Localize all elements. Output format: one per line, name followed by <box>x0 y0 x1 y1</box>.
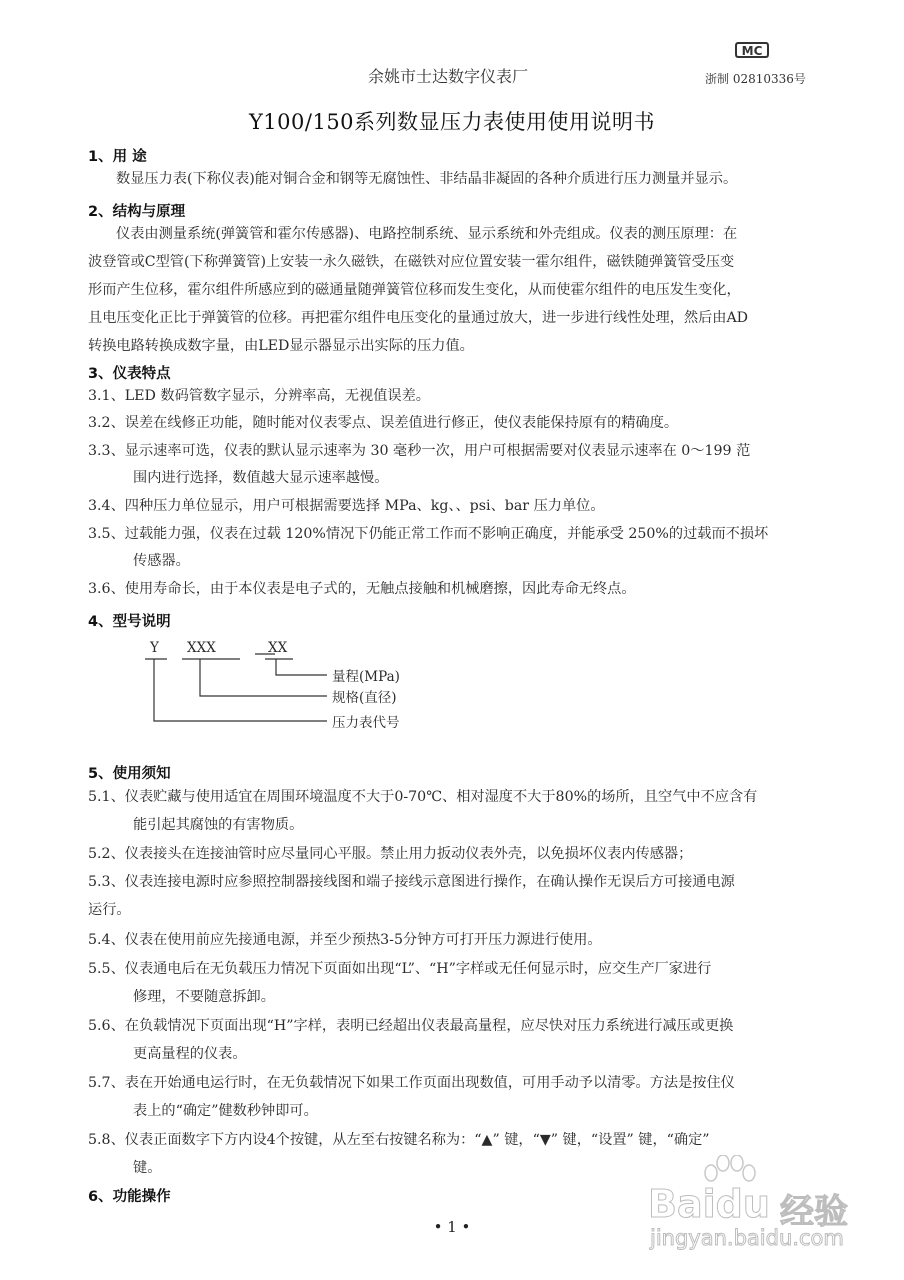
model-code-xx: XX <box>268 640 288 656</box>
baidu-watermark <box>640 1160 880 1250</box>
watermark-url: jingyan.baidu.com <box>650 1226 844 1250</box>
feature-item: 3.3、显示速率可选，仪表的默认显示速率为 30 毫秒一次，用户可根据需要对仪表显示速率在 0～199 范 <box>88 443 751 459</box>
note-item: 5.5、仪表通电后在无负载压力情况下页面如出现“L”、“H”字样或无任何显示时，应交生产厂家进行 <box>88 961 712 977</box>
feature-item-continuation: 传感器。 <box>133 553 190 569</box>
paragraph-line: 且电压变化正比于弹簧管的位移。再把霍尔组件电压变化的量通过放大，进一步进行线性处理，然后由AD <box>88 310 749 326</box>
model-code-xxx: XXX <box>187 640 216 656</box>
note-item: 5.1、仪表贮藏与使用适宜在周围环境温度不大于0-70℃、相对湿度不大于80%的场所，且空气中不应含有 <box>88 789 758 805</box>
note-item-continuation: 能引起其腐蚀的有害物质。 <box>133 817 304 833</box>
feature-item: 3.2、误差在线修正功能，随时能对仪表零点、误差值进行修正，使仪表能保持原有的精确度。 <box>88 415 679 431</box>
mc-certification-icon <box>735 40 769 60</box>
feature-item-continuation: 围内进行选择，数值越大显示速率越慢。 <box>133 470 389 486</box>
note-item: 5.6、在负载情况下页面出现“H”字样，表明已经超出仪表最高量程，应尽快对压力系统进行减压或更换 <box>88 1018 734 1034</box>
paragraph-line: 数显压力表(下称仪表)能对铜合金和钢等无腐蚀性、非结晶非凝固的各种介质进行压力测量并显示。 <box>116 171 738 187</box>
note-item-continuation: 更高量程的仪表。 <box>133 1046 247 1062</box>
svg-text:MC: MC <box>741 44 763 58</box>
model-code-diagram <box>140 640 460 740</box>
label-code: 压力表代号 <box>332 715 400 731</box>
license-number: 浙制 02810336号 <box>705 72 806 86</box>
document-title: Y100/150系列数显压力表使用使用说明书 <box>248 110 656 134</box>
note-item: 5.8、仪表正面数字下方内设4个按键，从左至右按键名称为：“▲” 键，“▼” 键，“设置” 键，“确定” <box>88 1132 710 1148</box>
section-heading-structure: 2、结构与原理 <box>88 204 186 220</box>
paragraph-line: 转换电路转换成数字量，由LED显示器显示出实际的压力值。 <box>88 338 474 354</box>
note-item: 5.7、表在开始通电运行时，在无负载情况下如果工作页面出现数值，可用手动予以清零。方法是按住仪 <box>88 1075 735 1091</box>
note-item: 5.2、仪表接头在连接油管时应尽量同心平服。禁止用力扳动仪表外壳，以免损坏仪表内传感器； <box>88 846 693 862</box>
note-item-continuation: 表上的“确定”健数秒钟即可。 <box>133 1103 318 1119</box>
model-code-y: Y <box>150 640 159 656</box>
paragraph-line: 形而产生位移，霍尔组件所感应到的磁通量随弹簧管位移而发生变化，从而使霍尔组件的电压发生变化， <box>88 282 741 298</box>
section-heading-operation: 6、功能操作 <box>88 1189 171 1205</box>
note-item-continuation: 修理，不要随意拆卸。 <box>133 989 275 1005</box>
paragraph-line: 波登管或C型管(下称弹簧管)上安装一永久磁铁，在磁铁对应位置安装一霍尔组件，磁铁随弹簧管受压变 <box>88 254 735 270</box>
label-range: 量程(MPa) <box>332 669 400 685</box>
section-heading-model: 4、型号说明 <box>88 614 171 630</box>
paragraph-line: 仪表由测量系统(弹簧管和霍尔传感器)、电路控制系统、显示系统和外壳组成。仪表的测压原理：在 <box>116 226 738 242</box>
note-item: 5.4、仪表在使用前应先接通电源，并至少预热3-5分钟方可打开压力源进行使用。 <box>88 932 602 948</box>
watermark-brand: Baidu <box>648 1182 770 1226</box>
feature-item: 3.4、四种压力单位显示，用户可根据需要选择 MPa、kg、、psi、bar 压力单位。 <box>88 498 605 514</box>
feature-item: 3.6、使用寿命长，由于本仪表是电子式的，无触点接触和机械磨擦，因此寿命无终点。 <box>88 581 636 597</box>
section-heading-features: 3、仪表特点 <box>88 366 171 382</box>
note-item-continuation: 运行。 <box>88 902 131 918</box>
watermark-brand-cn: 经验 <box>780 1192 848 1232</box>
page-number: • 1 • <box>433 1218 471 1236</box>
section-heading-notes: 5、使用须知 <box>88 766 171 782</box>
note-item: 5.3、仪表连接电源时应参照控制器接线图和端子接线示意图进行操作，在确认操作无误后方可接通电源 <box>88 874 735 890</box>
company-name: 余姚市士达数字仪表厂 <box>368 67 529 86</box>
label-spec: 规格(直径) <box>332 690 397 706</box>
feature-item: 3.5、过载能力强，仪表在过载 120%情况下仍能正常工作而不影响正确度，并能承受 250%的过载而不损坏 <box>88 526 769 542</box>
section-heading-purpose: 1、用 途 <box>88 149 147 165</box>
note-item-continuation: 键。 <box>133 1160 162 1176</box>
feature-item: 3.1、LED 数码管数字显示，分辨率高，无视值误差。 <box>88 388 430 404</box>
